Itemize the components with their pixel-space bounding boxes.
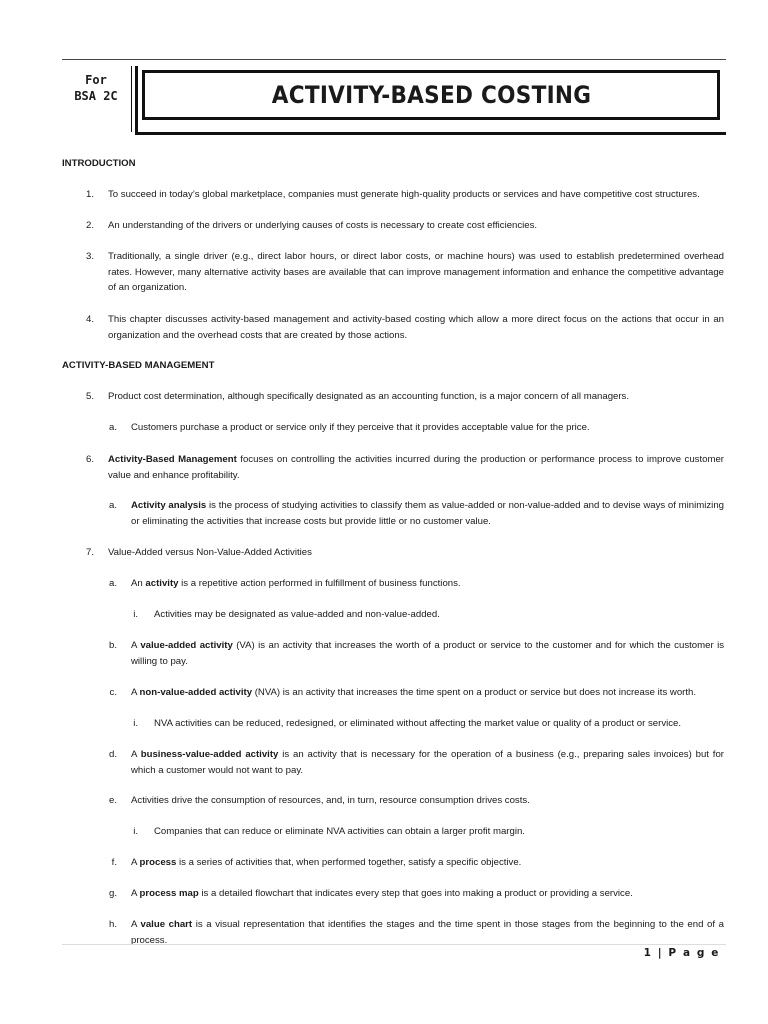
list-text <box>131 498 724 529</box>
list-text: Value-Added versus Non-Value-Added Activities <box>108 547 312 558</box>
term-article: A <box>131 749 141 760</box>
term-article: A <box>131 857 140 868</box>
term-description: is a series of activities that, when performed together, satisfy a specific objective. <box>176 857 522 868</box>
top-rule <box>62 59 726 60</box>
list-number: 3. <box>85 251 94 262</box>
page-number: 1 | P a g e <box>643 947 720 959</box>
list-text <box>131 638 724 669</box>
term-bold: Activity-Based Management <box>108 454 237 465</box>
term-bold: business-value-added activity <box>140 749 279 760</box>
list-text: This chapter discusses activity-based management and activity-based costing which allow a more direct focus on the actions that occur in an organization and the overhead costs that are created by those actions. <box>108 314 724 341</box>
list-letter: a. <box>108 578 117 589</box>
list-text <box>108 452 724 483</box>
term-description: focuses on controlling the activities incurred during the production or performance process to improve customer value and enhance profitability. <box>108 454 724 481</box>
list-letter: e. <box>108 795 117 806</box>
section-heading-abm: ACTIVITY-BASED MANAGEMENT <box>62 360 215 371</box>
course-line-1: For <box>85 73 107 87</box>
title-box <box>142 70 720 120</box>
list-text: NVA activities can be reduced, redesigned, or eliminated without affecting the market value or quality of a product or service. <box>154 718 682 729</box>
list-roman: i. <box>133 718 138 729</box>
list-number: 4. <box>85 314 94 325</box>
course-line-2: BSA 2C <box>74 89 118 103</box>
list-text <box>131 886 724 902</box>
header-divider-thick <box>135 66 138 132</box>
footer-rule <box>62 944 726 945</box>
term-bold: activity <box>145 578 179 589</box>
course-label <box>62 72 130 104</box>
list-letter: d. <box>108 749 117 760</box>
list-text: An understanding of the drivers or underlying causes of costs is necessary to create cost efficiencies. <box>108 220 538 231</box>
list-number: 6. <box>85 454 94 465</box>
header-divider-thin <box>131 66 132 132</box>
term-description: is a visual representation that identifies the stages and the time spent in those stages from the beginning to the end of a process. <box>131 919 724 946</box>
term-article: A <box>131 919 141 930</box>
document-header <box>62 66 726 136</box>
title-underline <box>135 132 726 135</box>
list-text: Product cost determination, although specifically designated as an accounting function, is a major concern of all managers. <box>108 391 630 402</box>
list-number: 5. <box>85 391 94 402</box>
term-description: (NVA) is an activity that increases the time spent on a product or service but does not increase its worth. <box>252 687 697 698</box>
term-description: is a repetitive action performed in fulfillment of business functions. <box>178 578 461 589</box>
list-number: 2. <box>85 220 94 231</box>
term-bold: Activity analysis <box>131 500 207 511</box>
list-text: Activities may be designated as value-added and non-value-added. <box>154 609 440 620</box>
term-bold: process <box>139 857 177 868</box>
section-heading-introduction: INTRODUCTION <box>62 158 136 169</box>
term-bold: process map <box>139 888 199 899</box>
term-description: is an activity that is necessary for the operation of a business (e.g., preparing sales invoices) but for which a customer would not want to pay. <box>131 749 724 776</box>
list-text: To succeed in today’s global marketplace, companies must generate high-quality products or services and have competitive cost structures. <box>108 189 700 200</box>
term-article: A <box>131 640 141 651</box>
list-number: 7. <box>85 547 94 558</box>
term-article: A <box>131 888 140 899</box>
list-letter: a. <box>108 422 117 433</box>
list-text: Companies that can reduce or eliminate NVA activities can obtain a larger profit margin. <box>154 826 525 837</box>
term-bold: value chart <box>140 919 193 930</box>
list-text <box>131 576 724 592</box>
list-roman: i. <box>133 609 138 620</box>
list-letter: c. <box>109 687 117 698</box>
term-bold: value-added activity <box>140 640 233 651</box>
term-description: (VA) is an activity that increases the worth of a product or service to the customer and for which the customer is willing to pay. <box>131 640 724 667</box>
list-text: Activities drive the consumption of resources, and, in turn, resource consumption drives costs. <box>131 795 530 806</box>
list-text: Traditionally, a single driver (e.g., direct labor hours, or direct labor costs, or machine hours) was used to establish predetermined overhead rates. However, many alternative activity bases are available that can improve management information and enhance the competitive advantage of an organization. <box>108 251 724 293</box>
list-roman: i. <box>133 826 138 837</box>
list-letter: f. <box>111 857 117 868</box>
list-letter: a. <box>108 500 117 511</box>
list-letter: g. <box>108 888 117 899</box>
list-text <box>131 685 724 701</box>
list-text: Customers purchase a product or service only if they perceive that it provides acceptable value for the price. <box>131 422 590 433</box>
list-text <box>131 747 724 778</box>
term-description: is the process of studying activities to classify them as value-added or non-value-added and to devise ways of minimizing or eliminating the activities that increase costs but provide little or no customer value. <box>131 500 724 527</box>
list-number: 1. <box>85 189 94 200</box>
list-letter: h. <box>108 919 117 930</box>
list-letter: b. <box>108 640 117 651</box>
term-bold: non-value-added activity <box>139 687 253 698</box>
term-article: An <box>131 578 146 589</box>
term-description: is a detailed flowchart that indicates every step that goes into making a product or providing a service. <box>198 888 633 899</box>
list-text <box>131 855 724 871</box>
page-title: ACTIVITY-BASED COSTING <box>271 81 591 109</box>
term-article: A <box>131 687 140 698</box>
